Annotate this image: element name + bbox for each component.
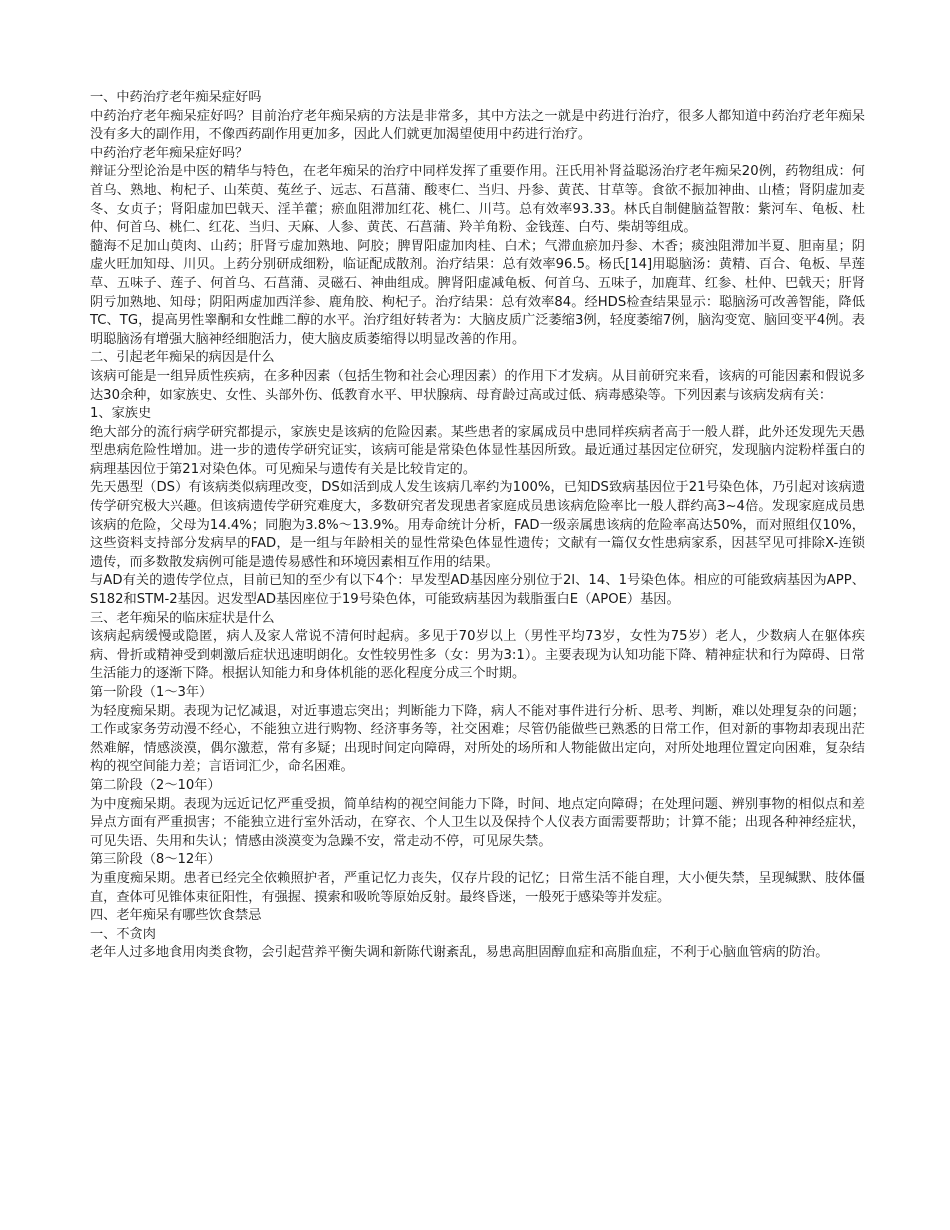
paragraph-syndrome-differentiation: 辩证分型论治是中医的精华与特色，在老年痴呆的治疗中同样发挥了重要作用。汪氏用补肾益聪汤治疗老年痴呆20例，药物组成：何首乌、熟地、枸杞子、山茱萸、菟丝子、远志、石菖蒲、酸枣仁、当归、丹参、黄芪、甘草等。食欲不振加神曲、山楂；肾阴虚加麦冬、女贞子；肾阳虚加巴戟天、淫羊藿；瘀血阻滞加红花、桃仁、川芎。总有效率93.33。林氏自制健脑益智散：紫河车、龟板、杜仲、何首乌、桃仁、红花、当归、天麻、人参、黄芪、石菖蒲、羚羊角粉、金钱莲、白芍、柴胡等组成。 (90, 164, 865, 236)
document-body (90, 89, 865, 963)
paragraph-stage-3: 为重度痴呆期。患者已经完全依赖照护者，严重记忆力丧失，仅存片段的记忆；日常生活不能自理，大小便失禁，呈现缄默、肢体僵直，查体可见锥体束征阳性，有强握、摸索和吸吮等原始反射。最终昏迷，一般死于感染等并发症。 (90, 870, 865, 905)
section-heading-3: 三、老年痴呆的临床症状是什么 (90, 610, 275, 626)
paragraph-formula-modifications: 髓海不足加山萸肉、山药；肝肾亏虚加熟地、阿胶；脾胃阳虚加肉桂、白术；气滞血瘀加丹参、木香；痰浊阻滞加半夏、胆南星；阴虚火旺加知母、川贝。上药分别研成细粉，临证配成散剂。治疗结果：总有效率96.5。杨氏[14]用聪脑汤：黄精、百合、龟板、旱莲草、五味子、莲子、何首乌、石菖蒲、灵磁石、神曲组成。脾肾阳虚减龟板、何首乌、五味子，加鹿茸、红参、杜仲、巴戟天；肝肾阴亏加熟地、知母；阴阳两虚加西洋参、鹿角胶、枸杞子。治疗结果：总有效率84。经HDS检查结果显示：聪脑汤可改善智能，降低TC、TG，提高男性睾酮和女性雌二醇的水平。治疗组好转者为：大脑皮质广泛萎缩3例，轻度萎缩7例，脑沟变宽、脑回变平4例。表明聪脑汤有增强大脑神经细胞活力，使大脑皮质萎缩得以明显改善的作用。 (90, 238, 865, 347)
subheading-family-history: 1、家族史 (90, 406, 152, 422)
paragraph-stage-2: 为中度痴呆期。表现为远近记忆严重受损，简单结构的视空间能力下降，时间、地点定向障碍；在处理问题、辨别事物的相似点和差异点方面有严重损害；不能独立进行室外活动，在穿衣、个人卫生以及保持个人仪表方面需要帮助；计算不能；出现各种神经症状，可见失语、失用和失认；情感由淡漠变为急躁不安，常走动不停，可见尿失禁。 (90, 796, 865, 849)
subheading-stage-2: 第二阶段（2～10年） (90, 777, 221, 793)
section-heading-2: 二、引起老年痴呆的病因是什么 (90, 350, 275, 366)
subheading-stage-1: 第一阶段（1～3年） (90, 685, 213, 700)
paragraph-clinical-onset: 该病起病缓慢或隐匿，病人及家人常说不清何时起病。多见于70岁以上（男性平均73岁，女性为75岁）老人，少数病人在躯体疾病、骨折或精神受到刺激后症状迅速明朗化。女性较男性多（女：男为3:1）。主要表现为认知功能下降、精神症状和行为障碍、日常生活能力的逐渐下降。根据认知能力和身体机能的恶化程度分成三个时期。 (90, 629, 865, 682)
paragraph-intro: 中药治疗老年痴呆症好吗？目前治疗老年痴呆病的方法是非常多，其中方法之一就是中药进行治疗，很多人都知道中药治疗老年痴呆没有多大的副作用，不像西药副作用更加多，因此人们就更加渴望使用中药进行治疗。 (90, 108, 865, 143)
paragraph-down-syndrome: 先天愚型（DS）有该病类似病理改变，DS如活到成人发生该病几率约为100%，已知DS致病基因位于21号染色体，乃引起对该病遗传学研究极大兴趣。但该病遗传学研究难度大，多数研究者发现患者家庭成员患该病危险率比一般人群约高3~4倍。发现家庭成员患该病的危险，父母为14.4%；同胞为3.8%～13.9%。用寿命统计分析，FAD一级亲属患该病的危险率高达50%，而对照组仅10%，这些资料支持部分发病早的FAD，是一组与年龄相关的显性常染色体显性遗传；文献有一篇仅女性患病家系，因甚罕见可排除X-连锁遗传，而多数散发病例可能是遗传易感性和环境因素相互作用的结果。 (90, 480, 865, 570)
paragraph-etiology: 该病可能是一组异质性疾病，在多种因素（包括生物和社会心理因素）的作用下才发病。从目前研究来看，该病的可能因素和假说多达30余种，如家族史、女性、头部外伤、低教育水平、甲状腺病、母育龄过高或过低、病毒感染等。下列因素与该病发病有关： (90, 368, 865, 403)
section-heading-4: 四、老年痴呆有哪些饮食禁忌 (90, 908, 262, 924)
paragraph-family-history: 绝大部分的流行病学研究都提示，家族史是该病的危险因素。某些患者的家属成员中患同样疾病者高于一般人群，此外还发现先天愚型患病危险性增加。进一步的遗传学研究证实，该病可能是常染色体显性基因所致。最近通过基因定位研究，发现脑内淀粉样蛋白的病理基因位于第21对染色体。可见痴呆与遗传有关是比较肯定的。 (90, 424, 865, 477)
subheading-stage-3: 第三阶段（8～12年） (90, 852, 221, 868)
paragraph-stage-1: 为轻度痴呆期。表现为记忆减退，对近事遗忘突出；判断能力下降，病人不能对事件进行分析、思考、判断，难以处理复杂的问题；工作或家务劳动漫不经心，不能独立进行购物、经济事务等，社交困难；尽管仍能做些已熟悉的日常工作，但对新的事物却表现出茫然难解，情感淡漠，偶尔激惹，常有多疑；出现时间定向障碍，对所处的场所和人物能做出定向，对所处地理位置定向困难，复杂结构的视空间能力差；言语词汇少，命名困难。 (90, 703, 865, 775)
paragraph-no-meat: 老年人过多地食用肉类食物，会引起营养平衡失调和新陈代谢紊乱，易患高胆固醇血症和高脂血症，不利于心脑血管病的防治。 (90, 945, 829, 961)
subheading-question: 中药治疗老年痴呆症好吗？ (90, 145, 249, 161)
section-heading-1: 一、中药治疗老年痴呆症好吗 (90, 90, 262, 105)
paragraph-genetic-loci: 与AD有关的遗传学位点，目前已知的至少有以下4个：早发型AD基因座分别位于2l、14、1号染色体。相应的可能致病基因为APP、S182和STM-2基因。迟发型AD基因座位于19号染色体，可能致病基因为载脂蛋白E（APOE）基因。 (90, 573, 865, 608)
subheading-no-meat: 一、不贪肉 (90, 926, 156, 942)
